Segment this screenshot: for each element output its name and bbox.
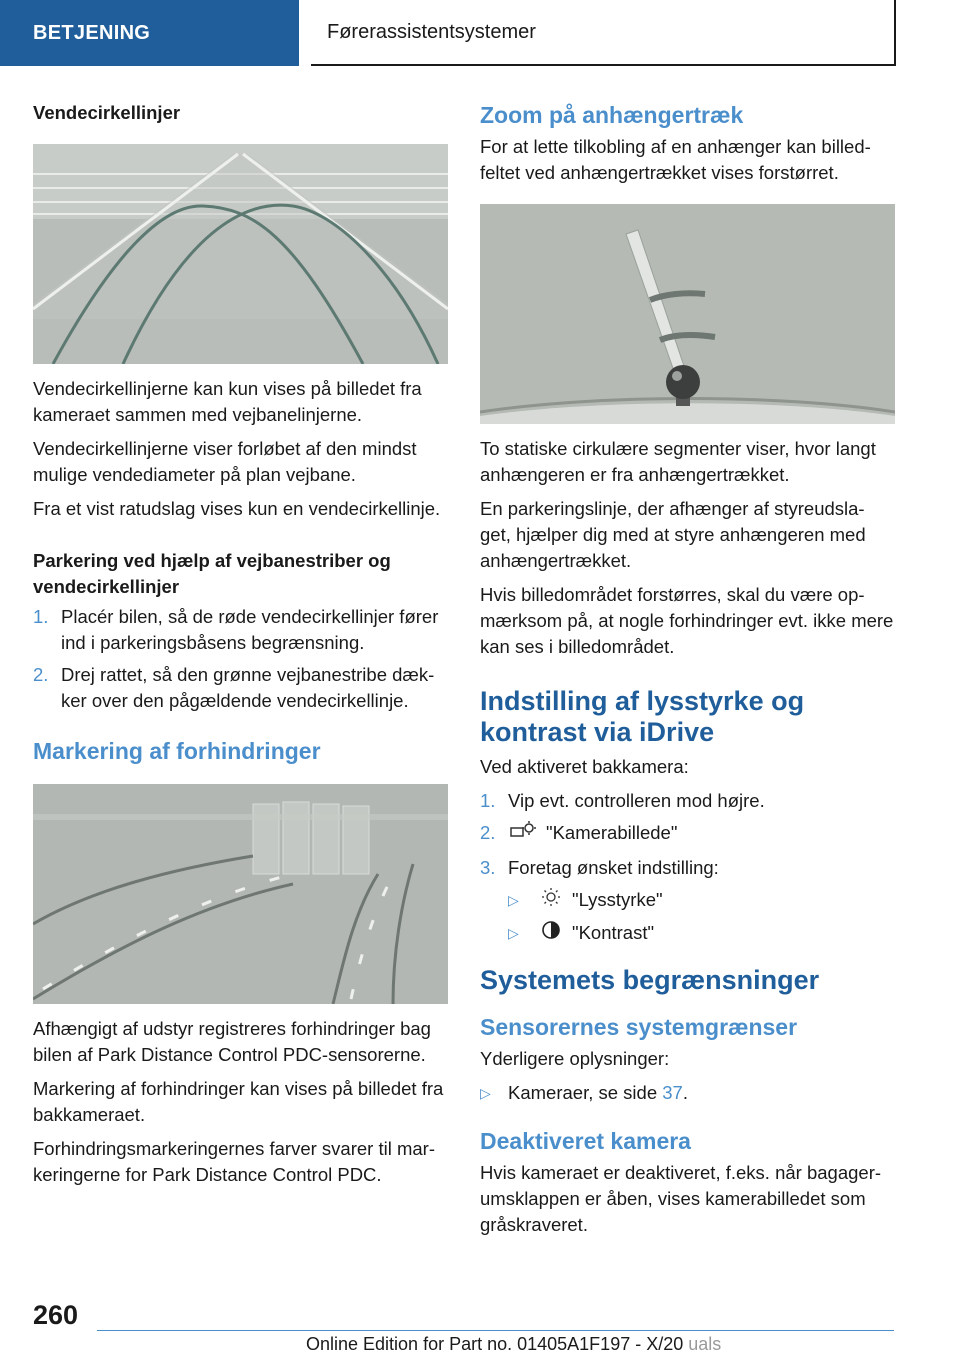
- sub-list-item: [480, 920, 895, 947]
- footer-edition: [306, 1334, 721, 1355]
- step-number: 2.: [480, 822, 496, 843]
- hitch-zoom-image: [480, 204, 895, 424]
- watermark: uals: [688, 1334, 722, 1354]
- camera-settings-icon: [508, 820, 538, 849]
- paragraph: Vendecirkellinjerne viser forløbet af den mindst mulige vendediameter på plan vejbane.: [33, 438, 417, 485]
- obstacle-marking-image: [33, 784, 448, 1004]
- title-turning-circle: Vendecirkellinjer: [33, 102, 181, 123]
- more-info-text: Kameraer, se side: [508, 1082, 658, 1103]
- right-column: [480, 100, 895, 1246]
- heading-deactivated: Deaktiveret kamera: [480, 1128, 691, 1154]
- paragraph: Hvis billedområdet forstørres, skal du være op-mærksom på, at nogle forhindringer evt. ikke mere kan ses i billedområdet.: [480, 584, 894, 657]
- list-item: [480, 1080, 895, 1106]
- heading-limits: Systemets begrænsninger: [480, 965, 820, 995]
- list-item: [33, 604, 448, 656]
- sun-icon: [536, 887, 566, 914]
- paragraph: Hvis kameraet er deaktiveret, f.eks. når bagager-umsklappen er åben, vises kamerabilledet som gråskraveret.: [480, 1162, 882, 1235]
- paragraph: Fra et vist ratudslag vises kun en vendecirkellinje.: [33, 498, 441, 519]
- step-number: 1.: [33, 606, 49, 627]
- header-section-label: BETJENING: [33, 21, 151, 44]
- header-chapter: [311, 0, 896, 66]
- sub-list-item: [480, 887, 895, 914]
- list-item: [33, 662, 448, 714]
- paragraph: Ved aktiveret bakkamera:: [480, 756, 689, 777]
- paragraph: To statiske cirkulære segmenter viser, hvor langt anhængeren er fra anhængertrækket.: [480, 438, 876, 485]
- step-text: Vip evt. controlleren mod højre.: [508, 790, 765, 811]
- list-item: [480, 820, 895, 849]
- title-parking: Parkering ved hjælp af vejbanestriber og vendecirkellinjer: [33, 550, 391, 597]
- turning-circle-image: [33, 144, 448, 364]
- list-item: [480, 788, 895, 814]
- heading-zoom: Zoom på anhængertræk: [480, 102, 744, 128]
- paragraph: Afhængigt af udstyr registreres forhindringer bag bilen af Park Distance Control PDC-sensorerne.: [33, 1018, 431, 1065]
- footer-divider: [97, 1330, 894, 1331]
- paragraph: Forhindringsmarkeringernes farver svarer til mar-keringerne for Park Distance Control PDC.: [33, 1138, 435, 1185]
- heading-obstacles: Markering af forhindringer: [33, 738, 321, 764]
- step-number: 2.: [33, 664, 49, 685]
- paragraph: Markering af forhindringer kan vises på billedet fra bakkameraet.: [33, 1078, 444, 1125]
- triangle-marker-icon: ▷: [480, 1085, 491, 1101]
- punctuation: .: [682, 1082, 688, 1103]
- edition-text: Online Edition for Part no. 01405A1F197 - X/20: [306, 1334, 684, 1354]
- step-text: "Kamerabillede": [546, 822, 678, 843]
- step-number: 3.: [480, 857, 496, 878]
- step-text: Placér bilen, så de røde vendecirkellinjer fører ind i parkeringsbåsens begrænsning.: [61, 606, 439, 653]
- header-chapter-label: Førerassistentsystemer: [327, 20, 536, 43]
- left-column: [33, 100, 448, 1196]
- step-text: Foretag ønsket indstilling:: [508, 857, 719, 878]
- step-text: Drej rattet, så den grønne vejbanestribe dæk-ker over den pågældende vendecirkellinje.: [61, 664, 435, 711]
- brightness-steps: [480, 788, 895, 947]
- paragraph: For at lette tilkobling af en anhænger kan billed-feltet ved anhængertrækket vises forstørret.: [480, 136, 871, 183]
- triangle-marker-icon: ▷: [508, 925, 519, 941]
- paragraph: Yderligere oplysninger:: [480, 1048, 670, 1069]
- page-number: 260: [33, 1300, 79, 1330]
- header-section: [0, 0, 299, 66]
- parking-steps: [33, 604, 448, 714]
- sub-item-text: "Kontrast": [572, 922, 655, 943]
- triangle-marker-icon: ▷: [508, 892, 519, 908]
- paragraph: Vendecirkellinjerne kan kun vises på billedet fra kameraet sammen med vejbanelinjerne.: [33, 378, 422, 425]
- paragraph: En parkeringslinje, der afhænger af styreudsla-get, hjælper dig med at styre anhængeren med anhængertrækket.: [480, 498, 866, 571]
- heading-brightness: Indstilling af lysstyrke og kontrast via iDrive: [480, 686, 805, 747]
- sub-item-text: "Lysstyrke": [572, 889, 663, 910]
- contrast-icon: [536, 920, 566, 947]
- step-number: 1.: [480, 790, 496, 811]
- page-link[interactable]: 37: [662, 1082, 683, 1103]
- heading-sensors: Sensorernes systemgrænser: [480, 1014, 798, 1040]
- list-item: [480, 855, 895, 881]
